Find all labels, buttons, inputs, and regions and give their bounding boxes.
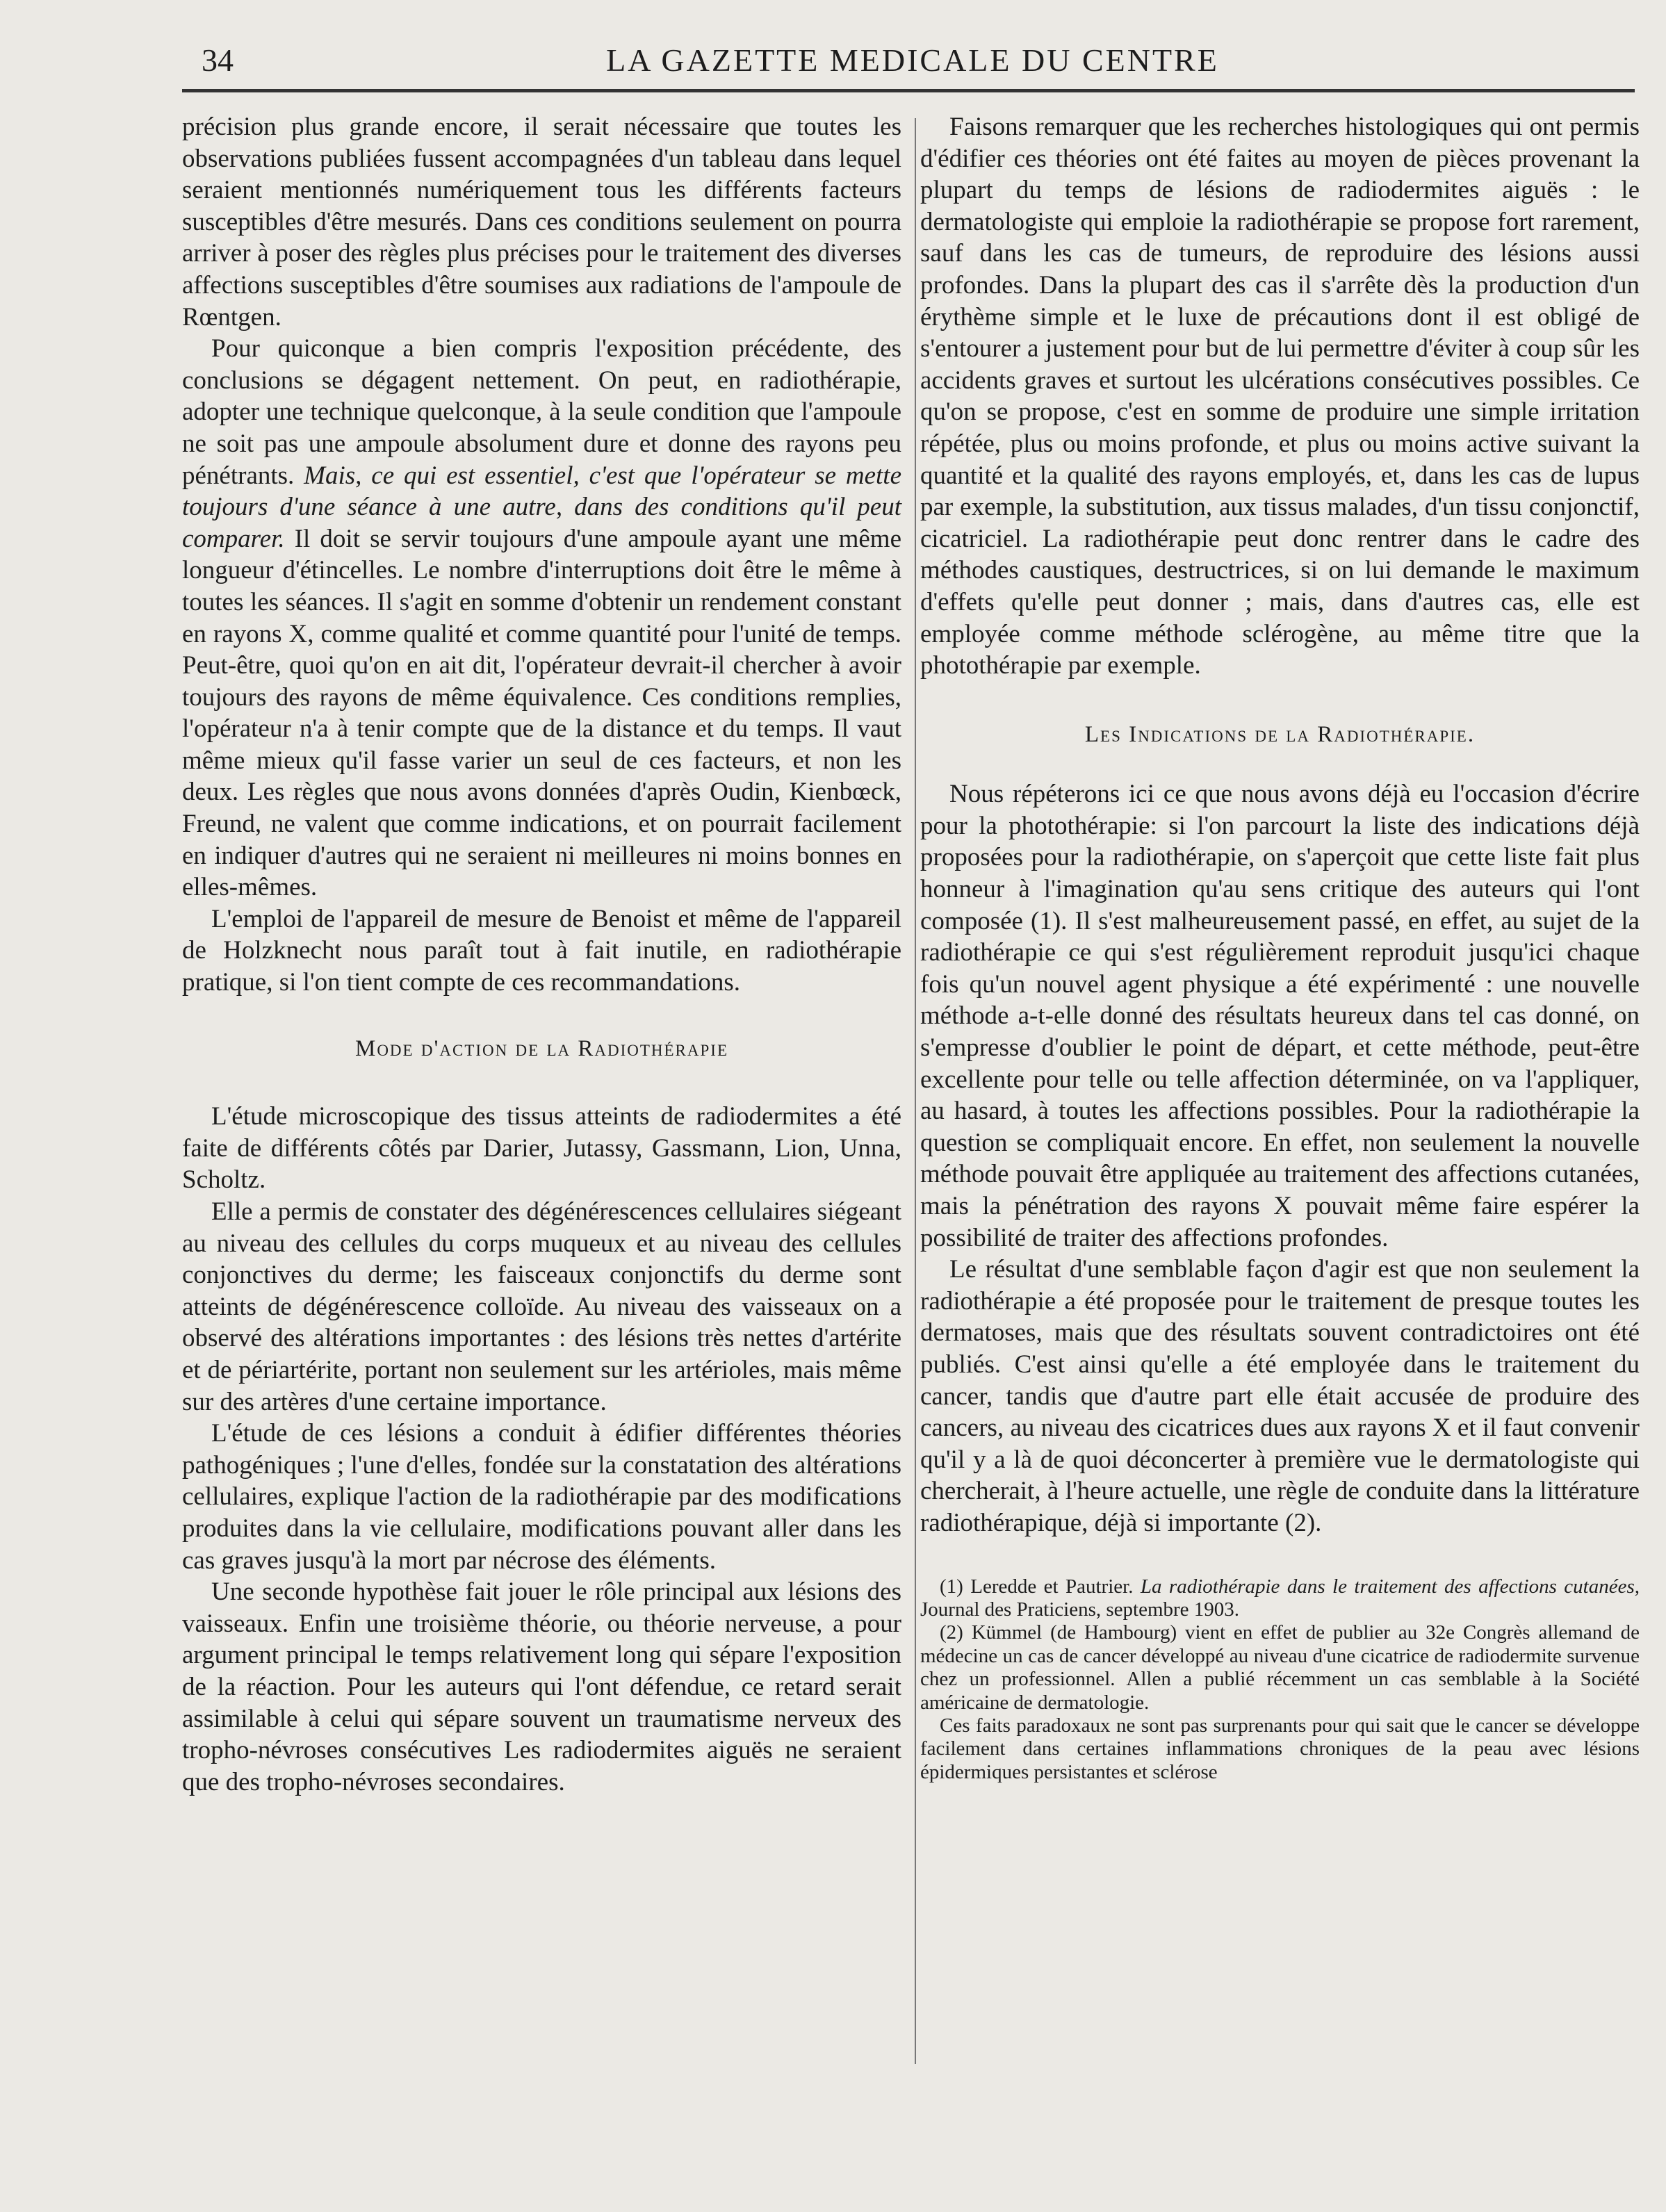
paragraph <box>182 333 901 903</box>
page-number: 34 <box>202 42 234 78</box>
footnote-text: (1) Leredde et Pautrier. <box>940 1575 1141 1598</box>
paragraph: Elle a permis de constater des dégénérescences cellulaires siégeant au niveau des cellules du corps muqueux et au niveau des cellules conjonctives du derme; les faisceaux conjonctifs du derme sont atteints de dégénérescence colloïde. Au niveau des vaisseaux on a observé des altérations importantes : des lésions très nettes d'artérite et de périartérite, portant non seulement sur les artérioles, mais même sur des artères d'une certaine importance. <box>182 1197 901 1416</box>
footnote-text: Journal des Praticiens, septembre 1903. <box>920 1598 1240 1621</box>
paragraph: Nous répéterons ici ce que nous avons déjà eu l'occasion d'écrire pour la photothérapie: si l'on parcourt la liste des indications déjà proposées pour la radiothérapie, on s'aperçoit que cette liste fait plus honneur à l'imagination qu'au sens critique des auteurs qui l'ont composée (1). Il s'est malheureusement passé, en effet, au sujet de la radiothérapie ce qui s'est régulièrement reproduit jusqu'ici chaque fois qu'un nouvel agent physique a été expérimenté : une nouvelle méthode a-t-elle donné des résultats heureux dans tel cas donné, on s'empresse d'oublier le point de départ, et cette méthode, peut-être excellente pour telle ou telle affection déterminée, on va l'appliquer, au hasard, à toutes les affections possibles. Pour la radiothérapie la question se compliquait encore. En effet, non seulement la nouvelle méthode pouvait être appliquée au traitement des affections cutanées, mais la pénétration des rayons X pouvait même faire espérer la possibilité de traiter des affections profondes. <box>920 780 1640 1252</box>
section-heading: Mode d'action de la Radiothérapie <box>354 1035 729 1061</box>
section-heading: Les Indications de la Radiothérapie. <box>1084 721 1476 747</box>
paragraph: L'étude de ces lésions a conduit à édifier différentes théories pathogéniques ; l'une d'elles, fondée sur la constatation des altérations cellulaires, explique l'action de la radiothérapie par des modifications produites dans la vie cellulaire, modifications pouvant aller dans les cas graves jusqu'à la mort par nécrose des éléments. <box>182 1419 901 1575</box>
emphasis-text: Mais, ce qui est essentiel, c'est que l'opérateur se mette toujours d'une séance à une autre, dans des conditions qu'il peut comparer. <box>182 461 901 553</box>
paragraph: Faisons remarquer que les recherches histologiques qui ont permis d'édifier ces théories ont été faites au moyen de pièces provenant la plupart du temps de lésions de radiodermites aiguës : le dermatologiste qui emploie la radiothérapie se propose fort rarement, sauf dans les cas de tumeurs, de reproduire des lésions aussi profondes. Dans la plupart des cas il s'arrête dès la production d'un érythème simple et le luxe de précautions dont il est obligé de s'entourer a justement pour but de lui permettre d'éviter à coup sûr les accidents graves et surtout les ulcérations consécutives possibles. Ce qu'on se propose, c'est en somme de produire une simple irritation répétée, plus ou moins profonde, et plus ou moins active suivant la quantité et la qualité des rayons employés, et, dans les cas de lupus par exemple, la substitution, aux tissus malades, d'un tissu conjonctif, cicatriciel. La radiothérapie peut donc rentrer dans le cadre des méthodes caustiques, destructrices, si on lui demande le maximum d'effets qu'elle peut donner ; mais, dans d'autres cas, elle est employée comme méthode sclérogène, au même titre que la photothérapie par exemple. <box>920 113 1640 680</box>
header-rule <box>182 89 1635 92</box>
paragraph: Une seconde hypothèse fait jouer le rôle principal aux lésions des vaisseaux. Enfin une troisième théorie, ou théorie nerveuse, a pour argument principal le temps relativement long qui sépare l'exposition de la réaction. Pour les auteurs qui l'ont défendue, ce retard serait assimilable à celui qui sépare souvent un traumatisme nerveux des tropho-névroses consécutives Les radiodermites aiguës ne seraient que des tropho-névroses secondaires. <box>182 1578 901 1796</box>
footnotes <box>920 1575 1640 1785</box>
column-divider <box>915 118 916 2064</box>
paragraph-text: Pour quiconque a bien compris l'exposition précédente, des conclusions se dégagent nettement. On peut, en radiothérapie, adopter une technique quelconque, à la seule condition que l'ampoule ne soit pas une ampoule absolument dure et donne des rayons peu pénétrants. <box>182 334 901 490</box>
right-column <box>920 111 1640 1784</box>
footnote-1 <box>920 1575 1640 1622</box>
paragraph: L'emploi de l'appareil de mesure de Benoist et même de l'appareil de Holzknecht nous paraît tout à fait inutile, en radiothérapie pratique, si l'on tient compte de ces recommandations. <box>182 904 901 997</box>
footnote-title: La radiothérapie dans le traitement des affections cutanées, <box>1140 1575 1640 1598</box>
footnote-2: (2) Kümmel (de Hambourg) vient en effet de publier au 32e Congrès allemand de médecine un cas de cancer développé au niveau d'une cicatrice de radiodermite survenue chez un professionnel. Allen a publié récemment un cas semblable à la Société américaine de dermatologie. <box>920 1621 1640 1714</box>
paragraph: L'étude microscopique des tissus atteints de radiodermites a été faite de différents côtés par Darier, Jutassy, Gassmann, Lion, Unna, Scholtz. <box>182 1102 901 1195</box>
left-column <box>182 111 901 1798</box>
paragraph-text: Il doit se servir toujours d'une ampoule ayant une même longueur d'étincelles. Le nombre d'interruptions doit être le même à toutes les séances. Il s'agit en somme d'obtenir un rendement constant en rayons X, comme qualité et comme quantité pour l'unité de temps. Peut-être, quoi qu'on en ait dit, l'opérateur devrait-il chercher à avoir toujours des rayons de même équivalence. Ces conditions remplies, l'opérateur n'a à tenir compte que de la distance et du temps. Il vaut même mieux qu'il fasse varier un seul de ces facteurs, et non les deux. Les règles que nous avons données d'après Oudin, Kienbœck, Freund, ne valent que comme indications, et on pourrait facilement en indiquer d'autres qui ne seraient ni meilleures ni moins bonnes en elles-mêmes. <box>182 524 901 902</box>
paragraph: Le résultat d'une semblable façon d'agir est que non seulement la radiothérapie a été proposée pour le traitement de presque toutes les dermatoses, mais que des résultats souvent contradictoires ont été publiés. C'est ainsi qu'elle a été employée dans le traitement du cancer, tandis que d'autre part elle était accusée de produire des cancers, au niveau des cicatrices dues aux rayons X et il faut convenir qu'il y a là de quoi déconcerter à première vue le dermatologiste qui chercherait, à l'heure actuelle, une règle de conduite dans la littérature radiothérapique, déjà si importante (2). <box>920 1255 1640 1537</box>
paragraph: précision plus grande encore, il serait nécessaire que toutes les observations publiées fussent accompagnées d'un tableau dans lequel seraient mentionnés numériquement tous les différents facteurs susceptibles d'être mesurés. Dans ces conditions seulement on pourra arriver à poser des règles plus précises pour le traitement des diverses affections susceptibles d'être soumises aux radiations de l'ampoule de Rœntgen. <box>182 113 901 331</box>
page-header <box>202 36 1624 85</box>
footnote-3: Ces faits paradoxaux ne sont pas surprenants pour qui sait que le cancer se développe facilement dans certaines inflammations chroniques de la peau avec lésions épidermiques persistantes et sclérose <box>920 1714 1640 1783</box>
running-title: LA GAZETTE MEDICALE DU CENTRE <box>606 42 1219 78</box>
